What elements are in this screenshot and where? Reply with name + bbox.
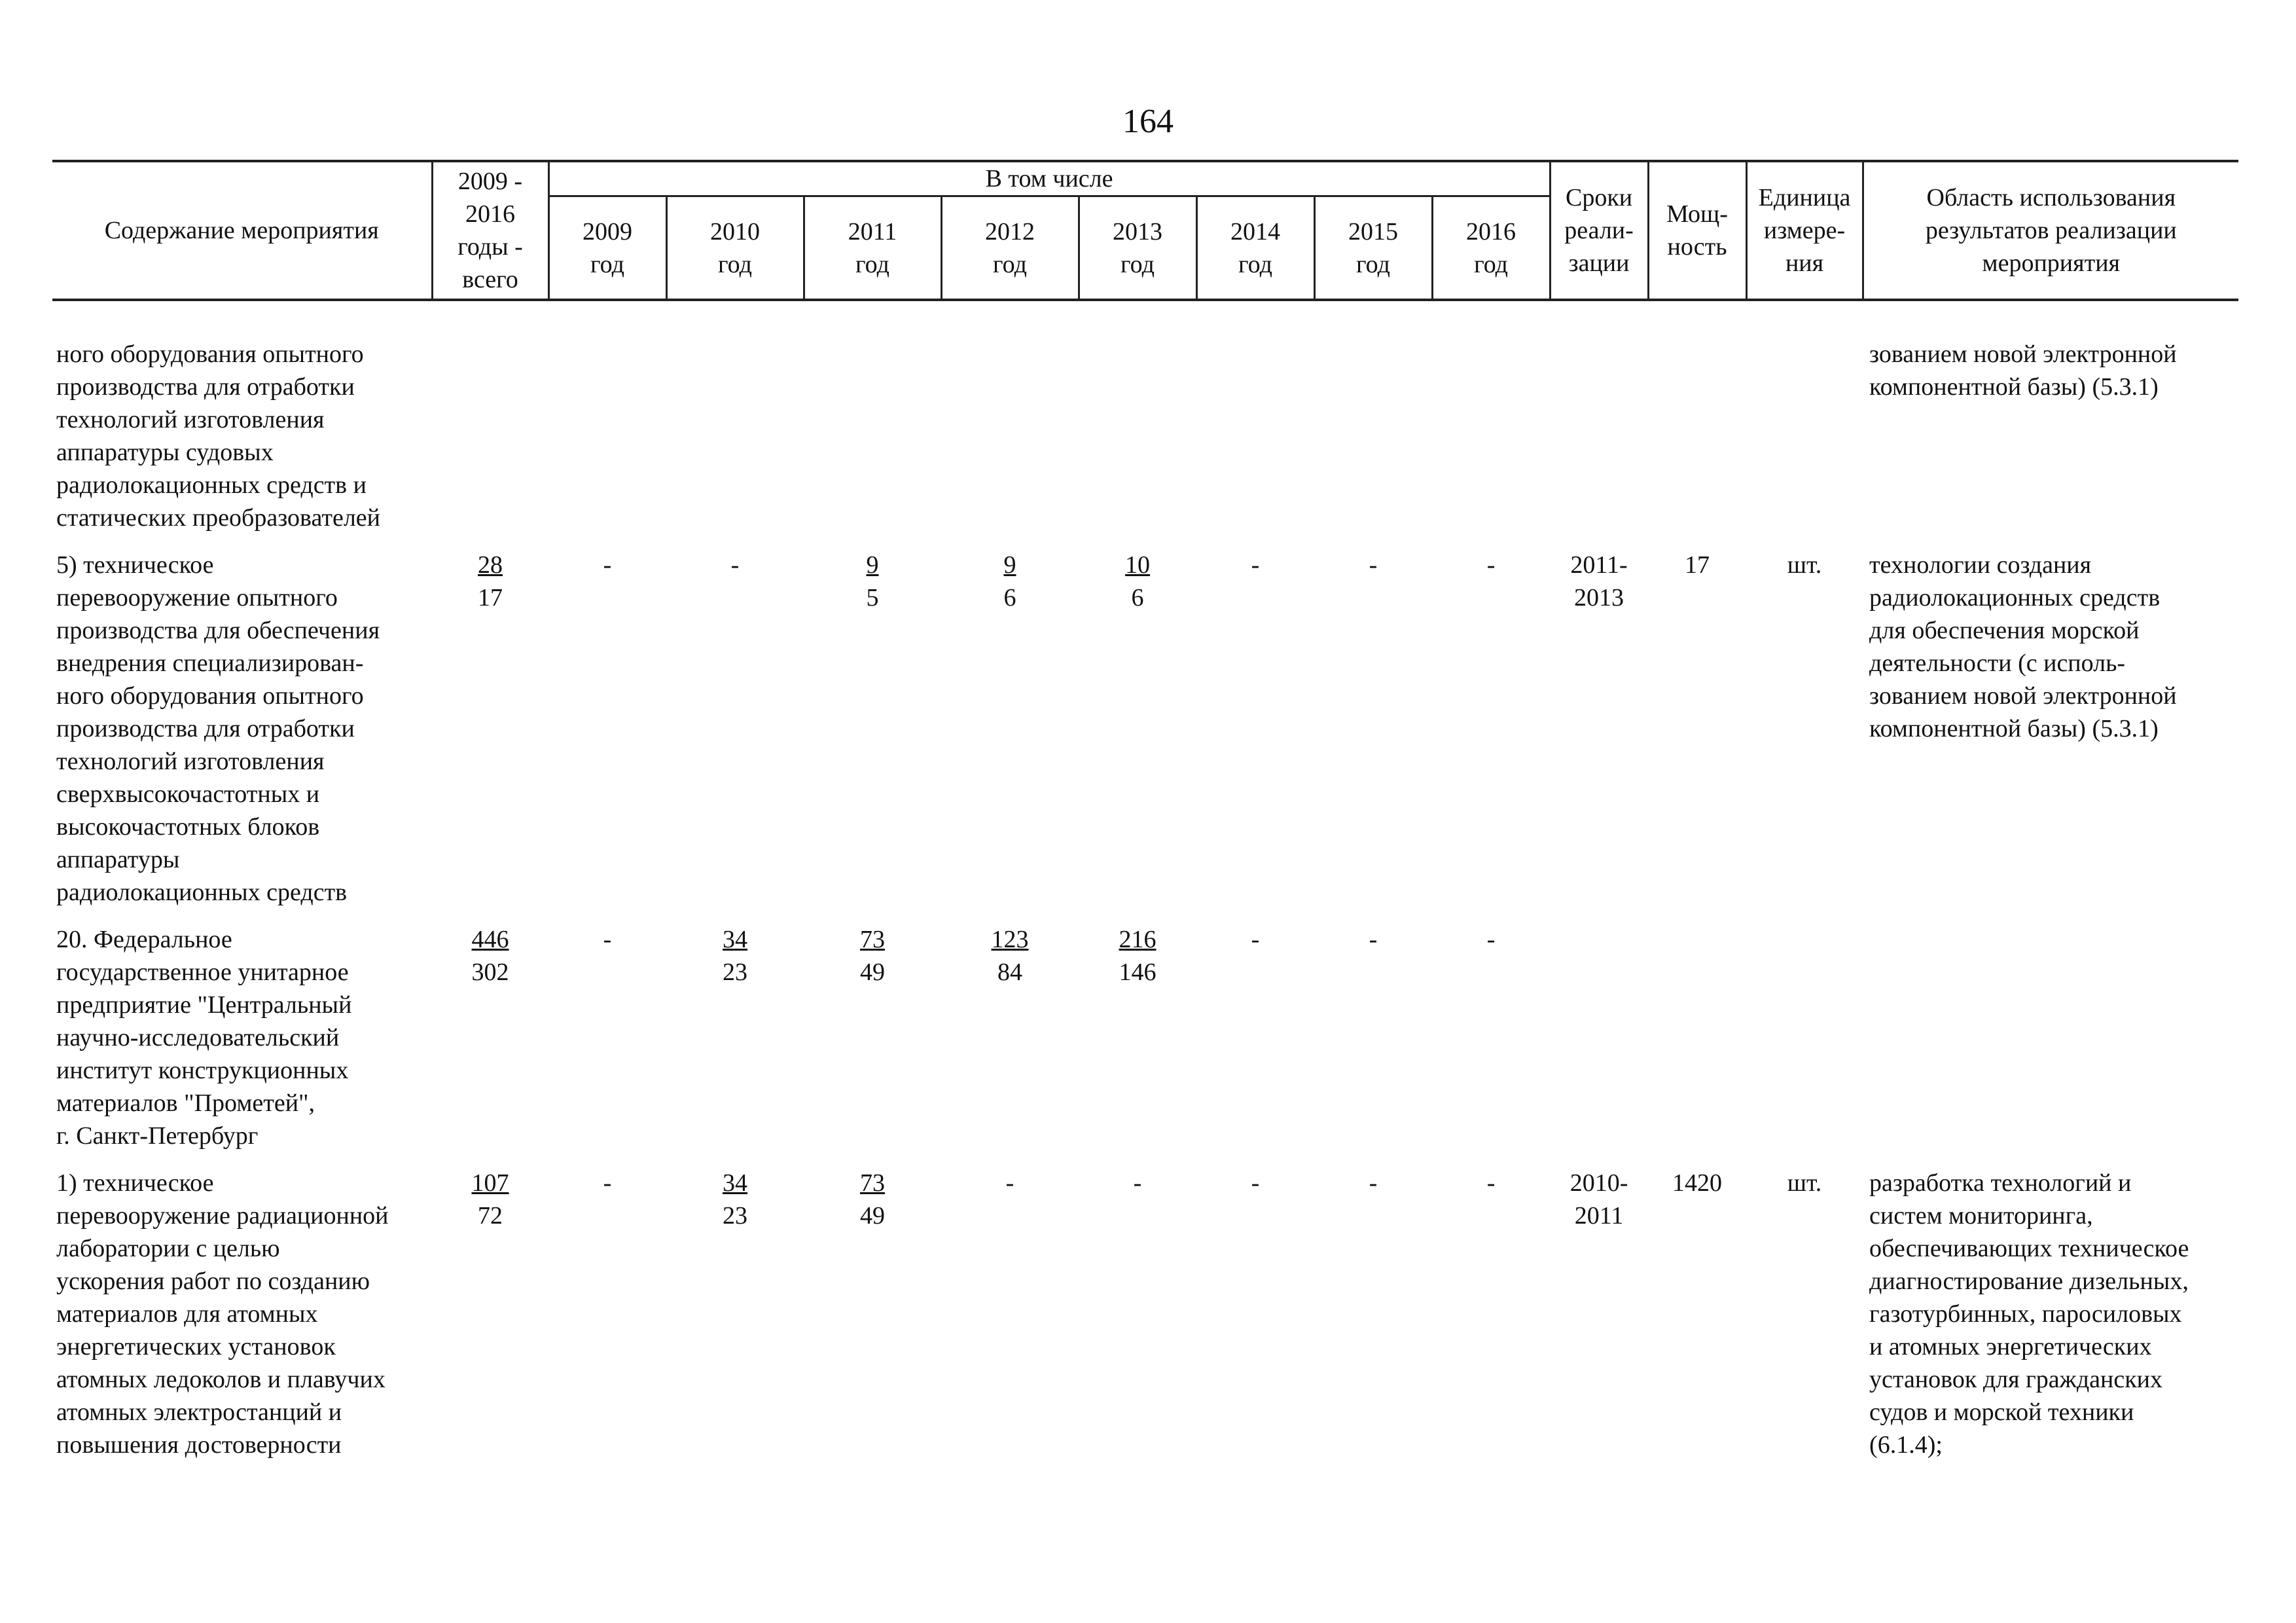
year-own-funds: 23 (723, 1202, 747, 1230)
year-value: - (603, 1169, 612, 1197)
header-year-suffix: год (1356, 250, 1390, 278)
row-year-2012 (941, 923, 1079, 1152)
row-year-2009 (548, 923, 666, 1152)
content-line: внедрения специализирован- (56, 649, 364, 677)
row-capacity: 17 (1685, 551, 1710, 579)
year-value: - (1369, 551, 1378, 579)
area-line: (6.1.4); (1869, 1431, 1943, 1459)
content-line: государственное унитарное (56, 958, 349, 986)
terms-end: 2013 (1574, 584, 1624, 611)
row-year-2012 (941, 549, 1079, 909)
row-year-2016 (1432, 923, 1550, 1152)
content-line: атомных электростанций и (56, 1398, 342, 1426)
year-value: 9 (866, 551, 879, 579)
terms-start: 2010- (1570, 1169, 1628, 1197)
row-year-2009 (548, 338, 666, 534)
row-area (1863, 923, 2238, 1152)
row-year-2015 (1314, 338, 1432, 534)
row-year-2014 (1196, 338, 1314, 534)
content-line: ускорения работ по созданию (56, 1267, 370, 1295)
measures-table (52, 160, 2238, 1461)
table-row (52, 1167, 2238, 1461)
header-terms: Сроки реали- зации (1550, 161, 1648, 300)
row-year-2012 (941, 1167, 1079, 1461)
content-line: материалов для атомных (56, 1300, 318, 1328)
content-line: сверхвысокочастотных и (56, 780, 320, 808)
row-year-2015 (1314, 1167, 1432, 1461)
row-unit (1746, 338, 1863, 534)
row-year-2016 (1432, 549, 1550, 909)
content-line: 5) техническое (56, 551, 214, 579)
header-year-label: 2014 (1230, 217, 1280, 246)
row-terms (1550, 923, 1648, 1152)
row-year-2009 (548, 1167, 666, 1461)
header-year-label: 2016 (1466, 217, 1516, 246)
row-year-2011 (804, 1167, 941, 1461)
row-year-2014 (1196, 549, 1314, 909)
table-row (52, 549, 2238, 909)
year-own-funds: 146 (1119, 958, 1157, 986)
header-year-suffix: год (855, 250, 889, 278)
row-capacity: 1420 (1672, 1169, 1723, 1197)
header-year-2013 (1079, 196, 1196, 301)
row-unit (1746, 923, 1863, 1152)
row-year-2011 (804, 923, 941, 1152)
year-value: 73 (860, 1169, 885, 1197)
content-line: энергетических установок (56, 1333, 336, 1360)
year-value: - (730, 551, 740, 579)
header-year-label: 2015 (1348, 217, 1398, 246)
content-line: 20. Федеральное (56, 926, 232, 953)
row-total (432, 923, 548, 1152)
year-value: - (1486, 926, 1496, 953)
content-line: 1) техническое (56, 1169, 214, 1197)
area-line: газотурбинных, паросиловых (1869, 1300, 2182, 1328)
header-year-suffix: год (993, 250, 1027, 278)
area-line: диагностирование дизельных, (1869, 1267, 2189, 1295)
content-line: технологий изготовления (56, 406, 325, 433)
area-line: радиолокационных средств (1869, 584, 2161, 611)
row-capacity (1648, 923, 1746, 1152)
year-own-funds: 6 (1003, 584, 1016, 611)
row-year-2010 (666, 549, 804, 909)
area-line: зованием новой электронной (1869, 340, 2177, 368)
content-line: атомных ледоколов и плавучих (56, 1366, 386, 1393)
total-own-funds: 72 (478, 1202, 503, 1230)
header-including: В том числе (548, 161, 1550, 196)
table-row (52, 923, 2238, 1152)
row-content (52, 1167, 432, 1461)
total-value: 107 (471, 1169, 509, 1197)
content-line: радиолокационных средств (56, 879, 348, 906)
row-year-2015 (1314, 923, 1432, 1152)
header-unit: Единица измере- ния (1746, 161, 1863, 300)
header-year-label: 2013 (1113, 217, 1162, 246)
row-total (432, 338, 548, 534)
year-value: 34 (723, 1169, 747, 1197)
row-area (1863, 338, 2238, 534)
header-area: Область использования результатов реализации мероприятия (1863, 161, 2238, 300)
row-content (52, 549, 432, 909)
year-value: 34 (723, 926, 747, 953)
row-area (1863, 1167, 2238, 1461)
content-line: лаборатории с целью (56, 1235, 280, 1262)
row-terms (1550, 338, 1648, 534)
year-value: - (603, 551, 612, 579)
row-year-2010 (666, 1167, 804, 1461)
year-value: 73 (860, 926, 885, 953)
content-line: статических преобразователей (56, 504, 381, 532)
header-year-suffix: год (718, 250, 752, 278)
total-value: 28 (478, 551, 503, 579)
row-content (52, 923, 432, 1152)
year-value: - (1486, 551, 1496, 579)
content-line: предприятие "Центральный (56, 991, 352, 1019)
content-line: перевооружение опытного (56, 584, 338, 611)
year-value: - (603, 926, 612, 953)
header-year-suffix: год (1474, 250, 1508, 278)
table-body (52, 300, 2238, 1461)
header-year-2016 (1432, 196, 1550, 301)
row-terms (1550, 549, 1648, 909)
row-year-2014 (1196, 1167, 1314, 1461)
header-year-label: 2012 (985, 217, 1035, 246)
content-line: производства для отработки (56, 715, 355, 742)
page-number: 164 (1122, 103, 1174, 140)
content-line: г. Санкт-Петербург (56, 1122, 259, 1150)
content-line: ного оборудования опытного (56, 340, 364, 368)
row-unit: шт. (1787, 1169, 1822, 1197)
area-line: установок для гражданских (1869, 1366, 2163, 1393)
header-capacity: Мощ- ность (1648, 161, 1746, 300)
year-value: 10 (1125, 551, 1150, 579)
row-total (432, 1167, 548, 1461)
header-year-suffix: год (590, 250, 624, 278)
row-year-2012 (941, 338, 1079, 534)
year-value: - (1133, 1169, 1142, 1197)
row-year-2015 (1314, 549, 1432, 909)
year-value: - (1369, 1169, 1378, 1197)
area-line: и атомных энергетических (1869, 1333, 2152, 1360)
header-year-2011 (804, 196, 941, 301)
row-content (52, 338, 432, 534)
row-total (432, 549, 548, 909)
header-year-2014 (1196, 196, 1314, 301)
table-header (52, 161, 2238, 300)
content-line: высокочастотных блоков (56, 813, 320, 841)
header-year-2009 (548, 196, 666, 301)
year-value: 216 (1119, 926, 1157, 953)
content-line: производства для обеспечения (56, 617, 380, 644)
content-line: материалов "Прометей", (56, 1089, 315, 1117)
table-row (52, 338, 2238, 534)
header-year-2015 (1314, 196, 1432, 301)
area-line: разработка технологий и (1869, 1169, 2132, 1197)
content-line: технологий изготовления (56, 748, 325, 775)
header-year-suffix: год (1121, 250, 1155, 278)
area-line: компонентной базы) (5.3.1) (1869, 373, 2159, 401)
total-own-funds: 302 (471, 958, 509, 986)
year-value: - (1005, 1169, 1014, 1197)
row-capacity (1648, 338, 1746, 534)
row-year-2016 (1432, 338, 1550, 534)
row-terms (1550, 1167, 1648, 1461)
row-year-2009 (548, 549, 666, 909)
year-value: - (1251, 1169, 1260, 1197)
year-own-funds: 49 (860, 958, 885, 986)
year-own-funds: 84 (997, 958, 1022, 986)
row-year-2014 (1196, 923, 1314, 1152)
row-year-2011 (804, 549, 941, 909)
header-year-2010 (666, 196, 804, 301)
area-line: судов и морской техники (1869, 1398, 2134, 1426)
area-line: для обеспечения морской (1869, 617, 2140, 644)
header-year-label: 2009 (583, 217, 632, 246)
header-total: 2009 - 2016 годы - всего (432, 161, 548, 300)
row-year-2016 (1432, 1167, 1550, 1461)
row-area (1863, 549, 2238, 909)
terms-end: 2011 (1574, 1202, 1624, 1230)
year-own-funds: 5 (866, 584, 879, 611)
header-year-suffix: год (1238, 250, 1272, 278)
total-own-funds: 17 (478, 584, 503, 611)
year-value: - (1486, 1169, 1496, 1197)
row-year-2013 (1079, 923, 1196, 1152)
row-year-2013 (1079, 1167, 1196, 1461)
content-line: ного оборудования опытного (56, 682, 364, 710)
row-unit: шт. (1787, 551, 1822, 579)
row-year-2010 (666, 923, 804, 1152)
row-year-2011 (804, 338, 941, 534)
header-year-2012 (941, 196, 1079, 301)
year-own-funds: 23 (723, 958, 747, 986)
header-content: Содержание мероприятия (52, 161, 432, 300)
row-year-2013 (1079, 338, 1196, 534)
year-own-funds: 6 (1131, 584, 1144, 611)
area-line: технологии создания (1869, 551, 2092, 579)
content-line: повышения достоверности (56, 1431, 342, 1459)
area-line: систем мониторинга, (1869, 1202, 2093, 1230)
total-value: 446 (471, 926, 509, 953)
content-line: научно-исследовательский (56, 1024, 340, 1051)
content-line: аппаратуры судовых (56, 439, 274, 466)
row-year-2013 (1079, 549, 1196, 909)
area-line: обеспечивающих техническое (1869, 1235, 2189, 1262)
year-value: - (1369, 926, 1378, 953)
content-line: производства для отработки (56, 373, 355, 401)
year-value: 9 (1003, 551, 1016, 579)
row-year-2010 (666, 338, 804, 534)
content-line: перевооружение радиационной (56, 1202, 389, 1230)
content-line: радиолокационных средств и (56, 471, 367, 499)
content-line: институт конструкционных (56, 1057, 349, 1084)
area-line: деятельности (с исполь- (1869, 649, 2126, 677)
terms-start: 2011- (1570, 551, 1628, 579)
header-year-label: 2011 (848, 217, 897, 246)
area-line: компонентной базы) (5.3.1) (1869, 715, 2159, 742)
year-value: 123 (991, 926, 1029, 953)
year-value: - (1251, 926, 1260, 953)
year-own-funds: 49 (860, 1202, 885, 1230)
area-line: зованием новой электронной (1869, 682, 2177, 710)
header-year-label: 2010 (710, 217, 760, 246)
content-line: аппаратуры (56, 846, 180, 873)
year-value: - (1251, 551, 1260, 579)
